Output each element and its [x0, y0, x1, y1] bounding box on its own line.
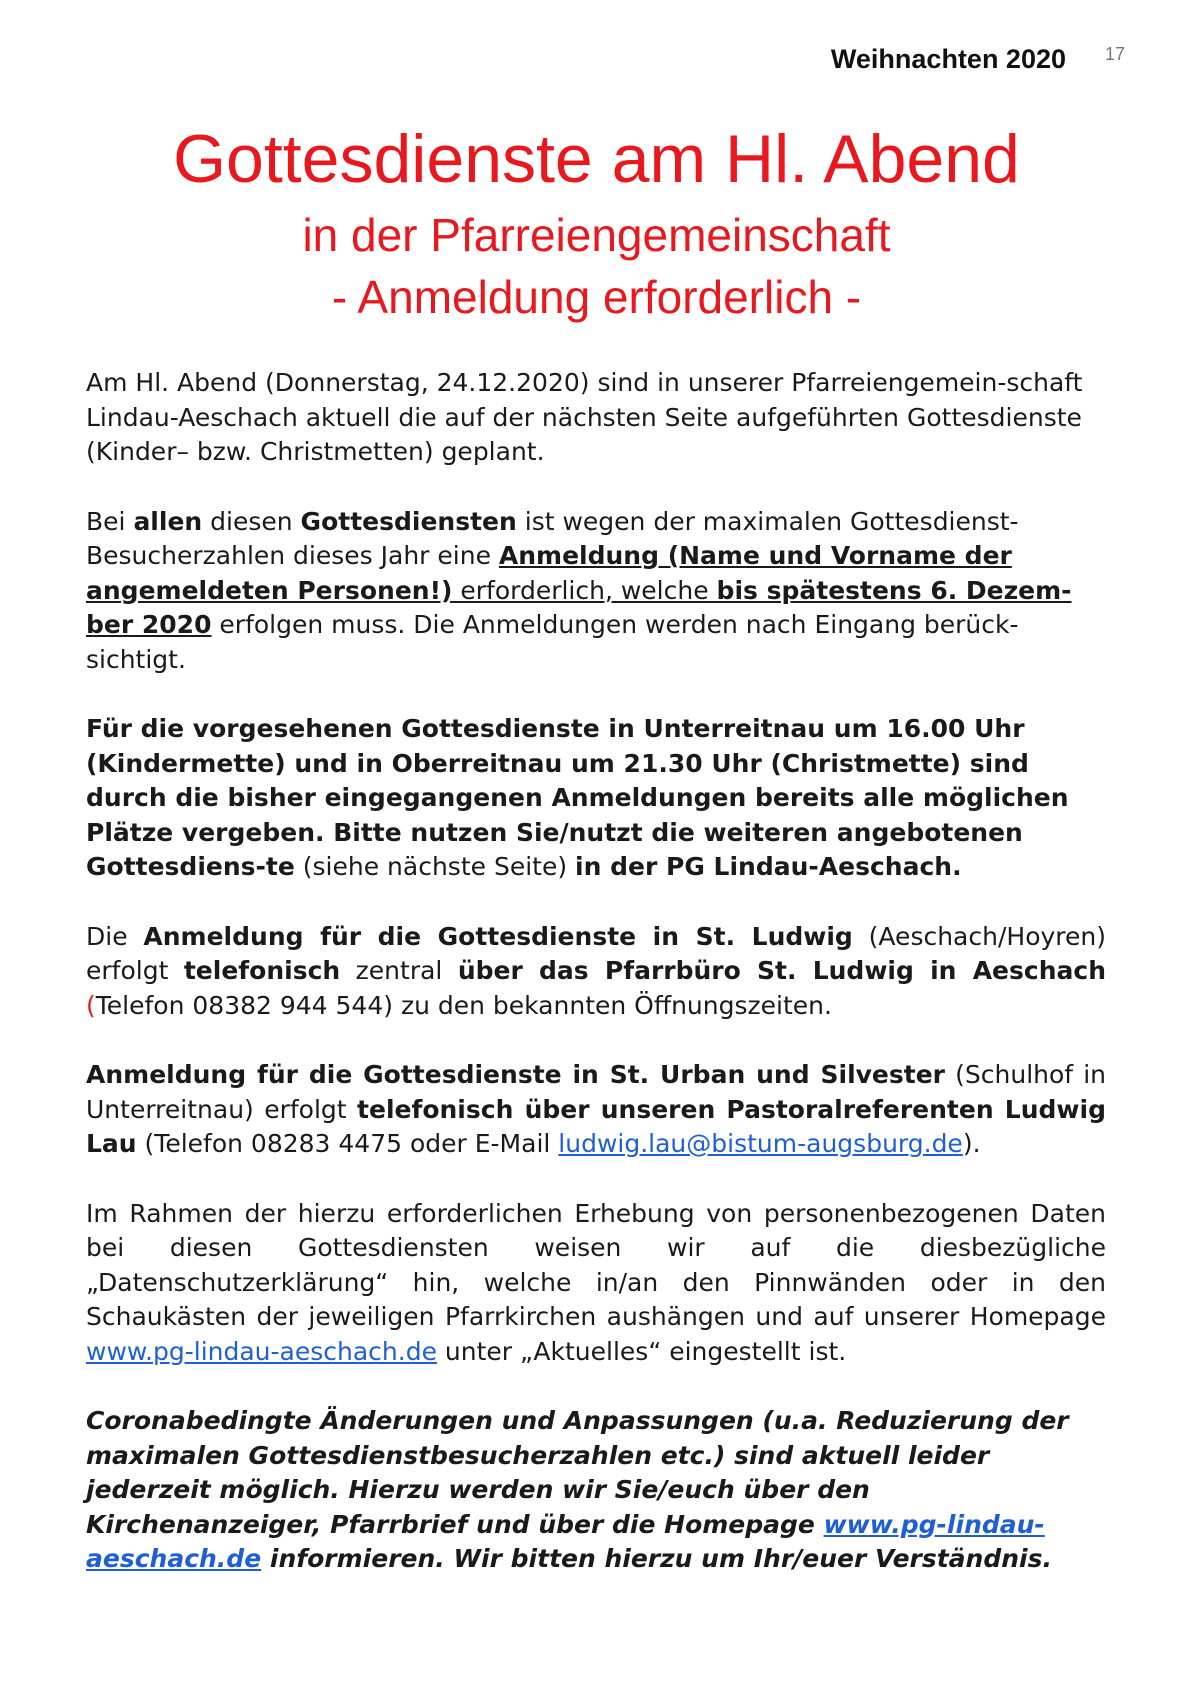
parish-office: über das Pfarrbüro St. Ludwig in Aeschach — [457, 956, 1106, 985]
fully-booked-text: Für die vorgesehenen Gottesdienste in Unterreitnau um 16.00 Uhr (Kindermette) und in Oberreitnau um 21.30 Uhr (Christmette) sind durch die bisher eingegangenen Anmeldungen bereits alle möglichen Plätze vergeben. Bitte nutzen Sie/nutzt die weiteren angebotenen Gottesdiens-te — [86, 714, 1069, 881]
text-span: (Aeschach/Hoyren) erfolgt — [86, 921, 1106, 985]
intro-paragraph: Am Hl. Abend (Donnerstag, 24.12.2020) sind in unserer Pfarreiengemein-schaft Lindau-Aeschach aktuell die auf der nächsten Seite aufgeführten Gottesdienste (Kinder– bzw. Christmetten) geplant. — [86, 368, 1083, 466]
sub-headline: in der Pfarreiengemeinschaft — [302, 209, 891, 261]
article-body — [86, 366, 1106, 1612]
corona-notice-paragraph — [86, 1404, 1106, 1577]
email-link[interactable]: ludwig.lau@bistum-augsburg.de — [558, 1129, 963, 1158]
text-span: Im Rahmen der hierzu erforderlichen Erhebung von personenbezogenen Daten bei diesen Gottesdiensten weisen wir auf die diesbezügliche „Datenschutzerklärung“ hin, welche in/an den Pinnwänden oder in den Schaukästen der jeweiligen Pfarrkirchen aushängen und auf unserer Homepage — [86, 1198, 1106, 1331]
main-headline: Gottesdienste am Hl. Abend — [173, 121, 1020, 197]
text-span: diesen — [202, 506, 301, 536]
st-ludwig-registration: Anmeldung für die Gottesdienste in St. Ludwig — [143, 921, 853, 951]
text-span: (Telefon 08283 4475 oder E-Mail — [136, 1129, 559, 1158]
parish-name: in der PG Lindau-Aeschach. — [575, 852, 962, 881]
st-urban-paragraph — [86, 1058, 1106, 1162]
registration-notice-headline: - Anmeldung erforderlich - — [331, 271, 862, 323]
emphasis-services: Gottesdiensten — [300, 506, 517, 536]
registration-requirement: Anmeldung (Name und Vorname der angemeldeten Personen!) — [86, 541, 1012, 605]
text-span: Coronabedingte Änderungen und Anpassungen (u.a. Reduzierung der maximalen Gottesdienstbesucherzahlen etc.) sind aktuell leider jederzeit möglich. Hierzu werden wir Sie/euch über den Kirchenanzeiger, Pfarrbrief und über die Homepage — [86, 1406, 1069, 1539]
text-span: (siehe nächste Seite) — [294, 852, 576, 881]
text-span: erfolgen muss. Die Anmeldungen werden nach Eingang berück-sichtigt. — [86, 610, 1019, 674]
homepage-link[interactable]: www.pg-lindau-aeschach.de — [86, 1336, 437, 1366]
issue-title: Weihnachten 2020 — [830, 44, 1066, 74]
text-span: Die — [86, 921, 144, 951]
st-urban-registration: Anmeldung für die Gottesdienste in St. Urban und Silvester — [86, 1060, 946, 1089]
red-parenthesis: ( — [86, 990, 96, 1020]
contact-person: telefonisch über unseren Pastoralreferenten Ludwig Lau — [86, 1094, 1106, 1158]
headline-block — [0, 118, 1193, 328]
text-span: zentral — [340, 956, 458, 985]
fully-booked-paragraph — [86, 712, 1106, 885]
deadline: bis spätestens 6. Dezem-ber 2020 — [86, 575, 1072, 639]
by-phone: telefonisch — [183, 956, 341, 985]
homepage-link-2[interactable]: www.pg-lindau-aeschach.de — [86, 1509, 1045, 1573]
emphasis-all: allen — [133, 506, 203, 536]
text-span: erforderlich, welche — [452, 575, 717, 605]
page-number: 17 — [1104, 44, 1125, 64]
text-span: ist wegen der maximalen Gottesdienst-Besucherzahlen dieses Jahr eine — [86, 506, 1019, 570]
registration-paragraph — [86, 505, 1106, 678]
text-span: ). — [962, 1129, 981, 1158]
phone-info: Telefon 08382 944 544) zu den bekannten Öffnungszeiten. — [95, 990, 832, 1020]
text-span: Bei — [86, 506, 134, 536]
text-span: (Schulhof in Unterreitnau) erfolgt — [86, 1060, 1106, 1124]
text-span: informieren. Wir bitten hierzu um Ihr/euer Verständnis. — [261, 1544, 1052, 1573]
text-span: unter „Aktuelles“ eingestellt ist. — [436, 1336, 847, 1366]
st-ludwig-paragraph — [86, 920, 1106, 1024]
privacy-paragraph — [86, 1197, 1106, 1370]
